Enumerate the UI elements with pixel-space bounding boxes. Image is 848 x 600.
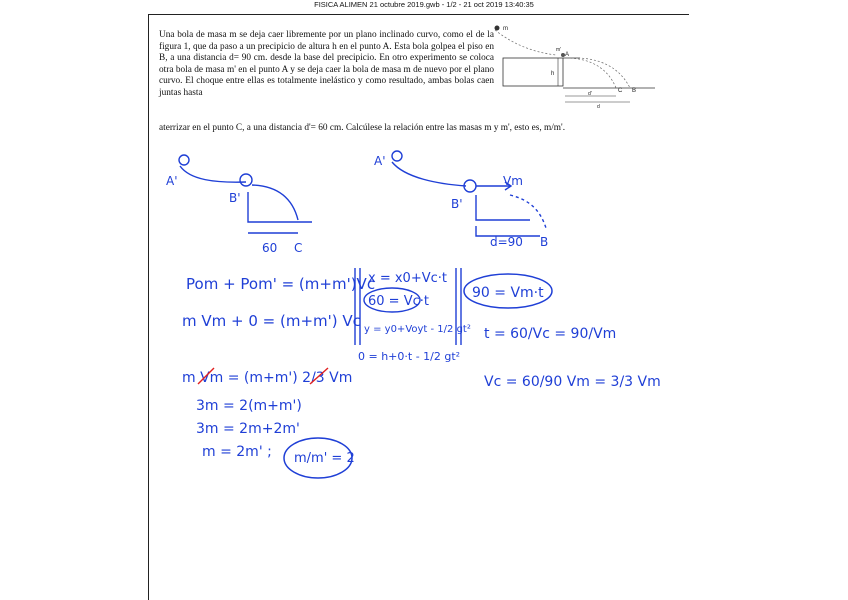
fig1-label-B: B [632,88,637,94]
kinematics-eq-2: 60 = Vc·t [368,294,429,309]
sketch-left-trajectory [252,185,298,220]
sketch-right-trajectory [510,195,546,228]
momentum-eq-1: Pom + Pom' = (m+m')Vc [186,275,376,293]
fig1-label-d: d [597,104,600,110]
sketch-left-ramp [180,166,246,182]
sketch-right-ball-a [392,151,402,161]
document-header: FISICA ALIMEN 21 octubre 2019.gwb - 1/2 - 21 oct 2019 13:40:35 [314,0,534,9]
fig1-label-m-prime: m' [556,47,562,53]
sketch-left-label-b: B' [229,191,241,205]
momentum-eq-3: m Vm = (m+m') 2/3 Vm [182,370,353,386]
kinematics-boxed: 90 = Vm·t [472,285,544,301]
momentum-eq-4: 3m = 2(m+m') [196,398,302,414]
fig1-label-h: h [551,71,555,77]
momentum-result: m/m' = 2 [294,451,355,466]
fig1-label-m: m [503,26,508,32]
sketch-left-label-60: 60 [262,241,278,255]
sketch-left-label-c: C [294,241,303,255]
sketch-left [179,155,312,233]
fig1-label-A: A [565,52,570,58]
figure-1 [495,26,656,111]
problem-statement-end: aterrizar en el punto C, a una distancia d'= 60 cm. Calcúlese la relación entre las masas m y m', esto es, m/m'. [159,123,566,133]
sketch-right-label-v: Vm [503,174,523,188]
kinematics-t-eq: t = 60/Vc = 90/Vm [484,326,617,342]
momentum-eq-6: m = 2m' ; [202,444,272,460]
kinematics-eq-4: 0 = h+0·t - 1/2 gt² [358,350,461,363]
fig1-label-dprime: d' [588,91,592,97]
sketch-right-label-a: A' [374,154,386,168]
sketch-left-ball-b [240,174,252,186]
fig1-label-C: C [618,88,623,94]
problem-statement: Una bola de masa m se deja caer libremente por un plano inclinado curvo, como el de la figura 1, que da paso a un precipicio de altura h en el punto A. Esta bola golpea el piso en B, a una distancia d= 90 cm. desde la base del precipicio. En otro experimento se coloca otra bola de masa m' en el punto A y se deja caer la bola de masa m de nuevo por el plano curvo. El choque entre ellas es totalmente inelástico y como resultado, ambas bolas caen juntas hasta [159,30,494,98]
fig1-incline [495,30,556,55]
sketch-right [392,151,546,236]
sketch-right-label-b: B' [451,197,463,211]
sketch-left-label-a: A' [166,174,178,188]
sketch-right-label-b2: B [540,235,549,249]
kinematics-vc-eq: Vc = 60/90 Vm = 3/3 Vm [484,374,661,390]
fig1-trajectory-b [566,58,630,88]
momentum-eq-2: m Vm + 0 = (m+m') Vc [182,312,361,330]
sketch-left-cliff [248,192,312,222]
fig1-trajectory-c [566,58,616,88]
sketch-right-label-d: d=90 [490,235,523,249]
momentum-eq-5: 3m = 2m+2m' [196,421,300,437]
kinematics-eq-3: y = y0+Voyt - 1/2 gt² [364,324,471,335]
kinematics-eq-1: x = x0+Vc·t [368,271,447,286]
sketch-left-ball-a [179,155,189,165]
sketch-right-ramp [392,162,466,186]
fig1-ball-m [495,26,500,31]
